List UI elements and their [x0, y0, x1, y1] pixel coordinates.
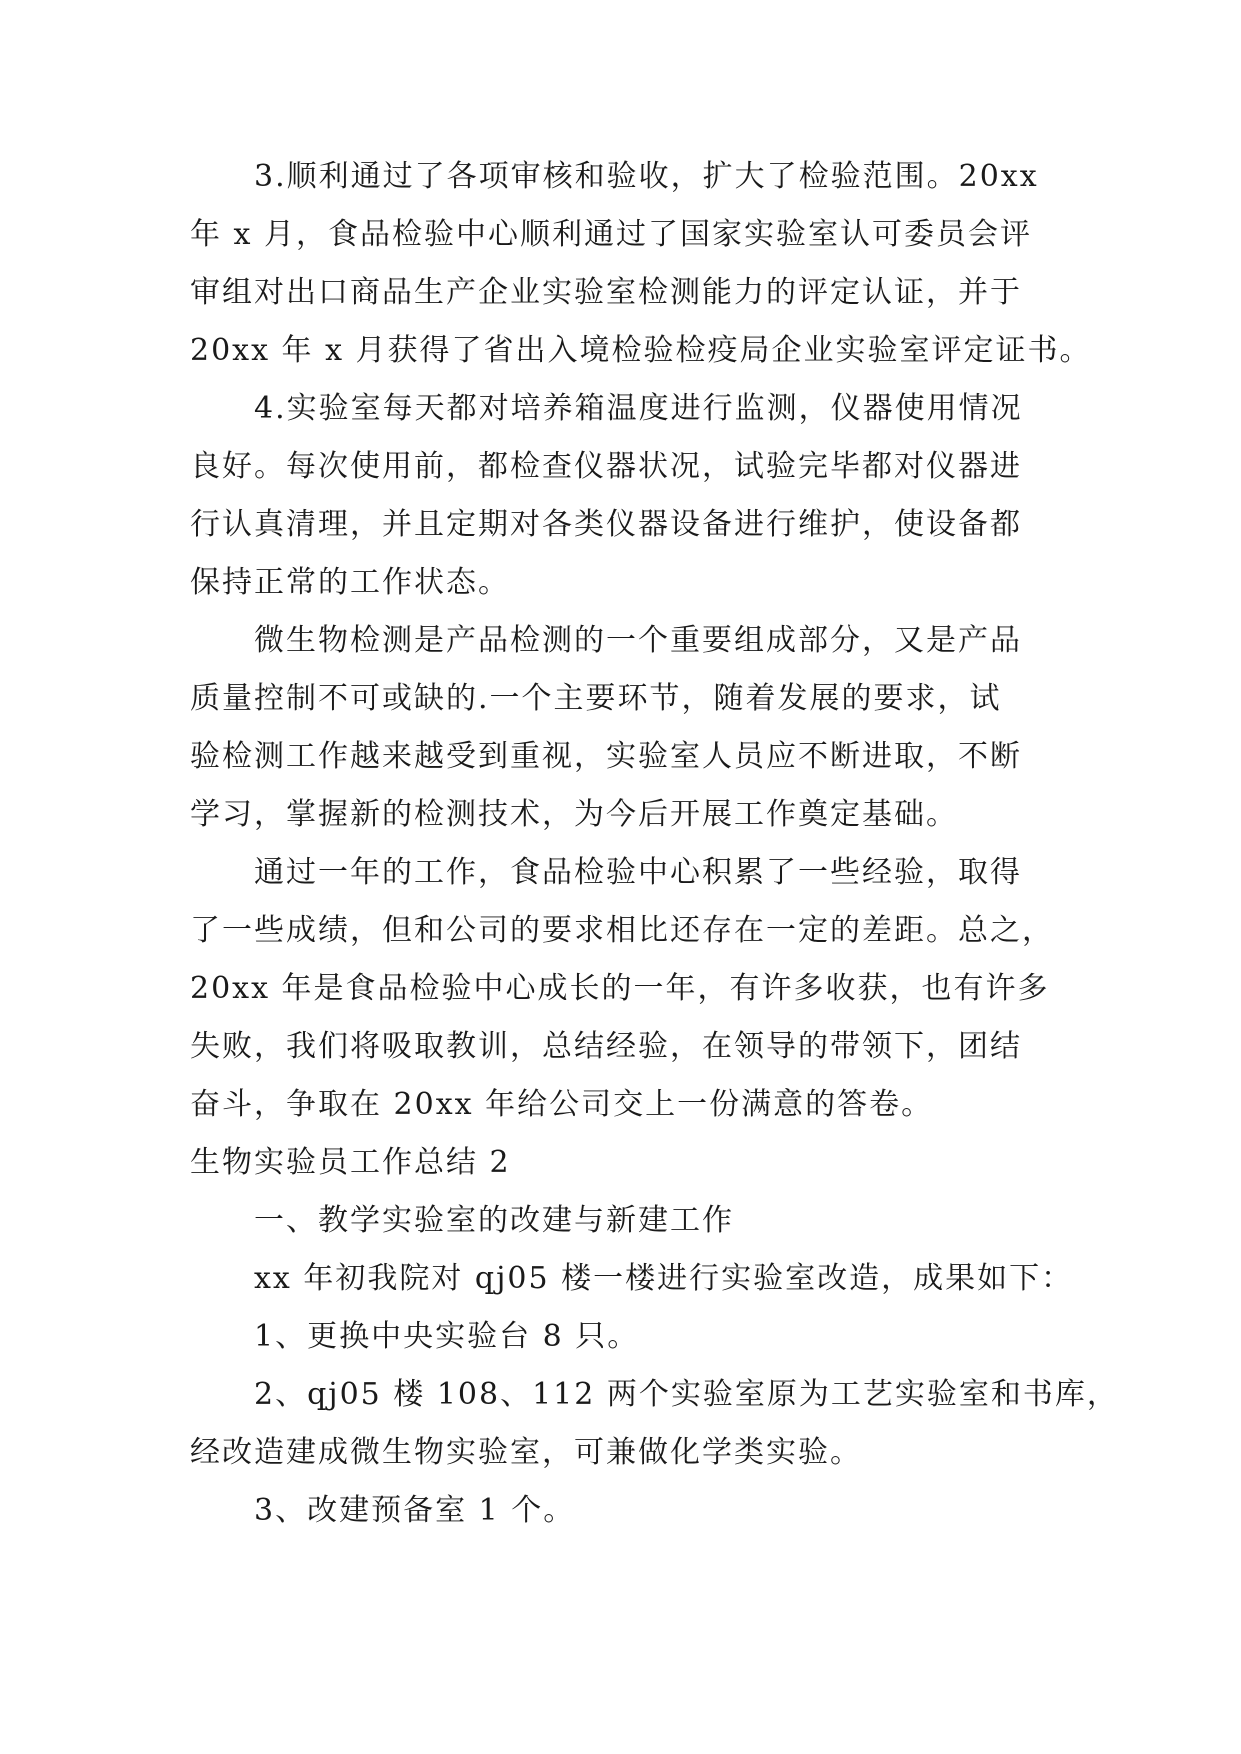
text-line: 保持正常的工作状态。 — [190, 565, 510, 600]
text-line: 了一些成绩，但和公司的要求相比还存在一定的差距。总之， — [190, 913, 1054, 948]
text-line: 经改造建成微生物实验室，可兼做化学类实验。 — [190, 1435, 862, 1470]
paragraph — [190, 854, 1054, 1124]
text-line: 通过一年的工作，食品检验中心积累了一些经验，取得 — [254, 855, 1022, 890]
paragraph — [190, 1260, 1074, 1298]
text-line: 一、教学实验室的改建与新建工作 — [254, 1203, 734, 1238]
paragraph — [190, 158, 1092, 370]
text-line: 质量控制不可或缺的.一个主要环节，随着发展的要求，试 — [190, 681, 1002, 716]
text-line: 3、改建预备室 1 个。 — [254, 1493, 576, 1528]
section-title: 生物实验员工作总结 2 — [190, 1145, 511, 1180]
text-line: 20xx 年 x 月获得了省出入境检验检疫局企业实验室评定证书。 — [190, 333, 1092, 368]
text-line: 失败，我们将吸取教训，总结经验，在领导的带领下，团结 — [190, 1029, 1022, 1064]
document-body — [190, 158, 1119, 1530]
paragraph — [190, 1492, 1050, 1530]
paragraph — [190, 1202, 1050, 1240]
text-line: 微生物检测是产品检测的一个重要组成部分，又是产品 — [254, 623, 1022, 658]
paragraph — [190, 1318, 1050, 1356]
text-line: 奋斗，争取在 20xx 年给公司交上一份满意的答卷。 — [190, 1087, 934, 1122]
paragraph — [190, 1376, 1119, 1472]
text-line: 学习，掌握新的检测技术，为今后开展工作奠定基础。 — [190, 797, 958, 832]
text-line: 良好。每次使用前，都检查仪器状况，试验完毕都对仪器进 — [190, 449, 1022, 484]
text-line: xx 年初我院对 qj05 楼一楼进行实验室改造，成果如下： — [254, 1261, 1074, 1296]
text-line: 行认真清理，并且定期对各类仪器设备进行维护，使设备都 — [190, 507, 1022, 542]
text-line: 3.顺利通过了各项审核和验收，扩大了检验范围。20xx — [254, 159, 1039, 194]
paragraph — [190, 390, 1050, 602]
text-line: 1、更换中央实验台 8 只。 — [254, 1319, 640, 1354]
text-line: 20xx 年是食品检验中心成长的一年，有许多收获，也有许多 — [190, 971, 1050, 1006]
text-line: 年 x 月，食品检验中心顺利通过了国家实验室认可委员会评 — [190, 217, 1032, 252]
text-line: 4.实验室每天都对培养箱温度进行监测，仪器使用情况 — [254, 391, 1023, 426]
text-line: 2、qj05 楼 108、112 两个实验室原为工艺实验室和书库， — [254, 1377, 1119, 1412]
text-line: 审组对出口商品生产企业实验室检测能力的评定认证，并于 — [190, 275, 1022, 310]
paragraph — [190, 622, 1050, 834]
text-line: 验检测工作越来越受到重视，实验室人员应不断进取，不断 — [190, 739, 1022, 774]
